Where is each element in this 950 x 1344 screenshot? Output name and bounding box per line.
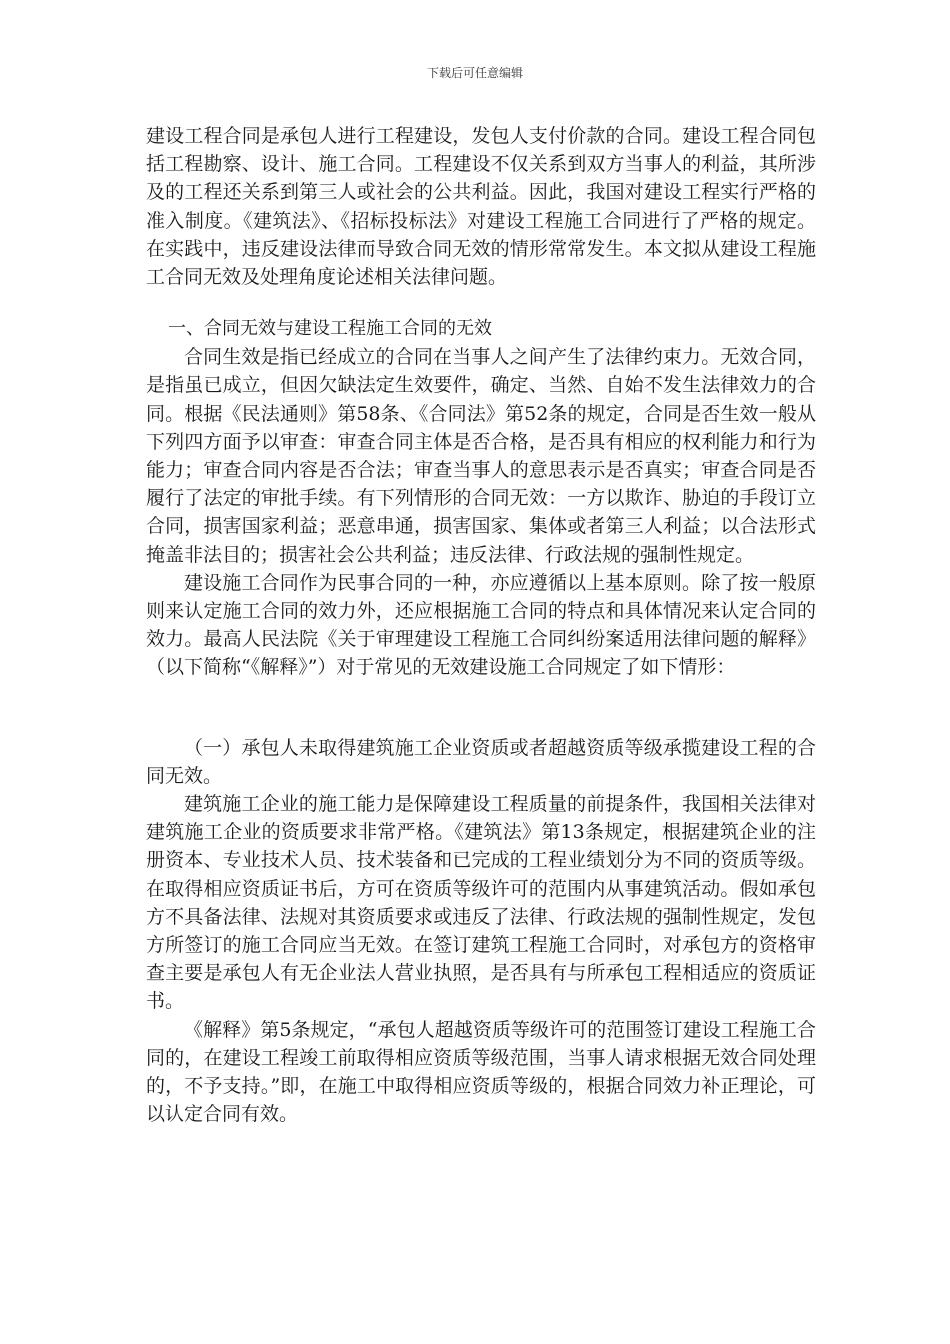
paragraph-contract-validity: 合同生效是指已经成立的合同在当事人之间产生了法律约束力。无效合同，是指虽已成立，但因欠缺法定生效要件，确定、当然、自始不发生法律效力的合同。根据《民法通则》第58条、《合同法》第52条的规定，合同是否生效一般从下列四方面予以审查：审查合同主体是否合格，是否具有相应的权利能力和行为能力；审查合同内容是否合法；审查当事人的意思表示是否真实；审查合同是否履行了法定的审批手续。有下列情形的合同无效：一方以欺诈、胁迫的手段订立合同，损害国家利益；恶意串通，损害国家、集体或者第三人利益；以合法形式掩盖非法目的；损害社会公共利益；违反法律、行政法规的强制性规定。 [146,346,816,566]
section-heading: 一、合同无效与建设工程施工合同的无效 [168,318,492,340]
paragraph-qualification: 建筑施工企业的施工能力是保障建设工程质量的前提条件，我国相关法律对建筑施工企业的资质要求非常严格。《建筑法》第13条规定，根据建筑企业的注册资本、专业技术人员、技术装备和已完成的工程业绩划分为不同的资质等级。在取得相应资质证书后，方可在资质等级许可的范围内从事建筑活动。假如承包方不具备法律、法规对其资质要求或违反了法律、行政法规的强制性规定，发包方所签订的施工合同应当无效。在签订建筑工程施工合同时，对承包方的资格审查主要是承包人有无企业法人营业执照，是否具有与所承包工程相适应的资质证书。 [146,793,816,1013]
page-header: 下载后可任意编辑 [426,66,523,80]
intro-paragraph: 建设工程合同是承包人进行工程建设，发包人支付价款的合同。建设工程合同包括工程勘察、设计、施工合同。工程建设不仅关系到双方当事人的利益，其所涉及的工程还关系到第三人或社会的公共利益。因此，我国对建设工程实行严格的准入制度。《建筑法》、《招标投标法》对建设工程施工合同进行了严格的规定。在实践中，违反建设法律而导致合同无效的情形常常发生。本文拟从建设工程施工合同无效及处理角度论述相关法律问题。 [146,125,816,289]
subsection-heading: （一）承包人未取得建筑施工企业资质或者超越资质等级承揽建设工程的合同无效。 [146,736,816,787]
document-body [146,122,816,1129]
paragraph-interpretation: 《解释》第5条规定，“承包人超越资质等级许可的范围签订建设工程施工合同的，在建设工程竣工前取得相应资质等级范围，当事人请求根据无效合同处理的，不予支持。”即，在施工中取得相应资质等级的，根据合同效力补正理论，可以认定合同有效。 [146,1018,816,1126]
paragraph-construction-contract: 建设施工合同作为民事合同的一种，亦应遵循以上基本原则。除了按一般原则来认定施工合同的效力外，还应根据施工合同的特点和具体情况来认定合同的效力。最高人民法院《关于审理建设工程施工合同纠纷案适用法律问题的解释》（以下简称“《解释》”）对于常见的无效建设施工合同规定了如下情形： [146,571,816,679]
